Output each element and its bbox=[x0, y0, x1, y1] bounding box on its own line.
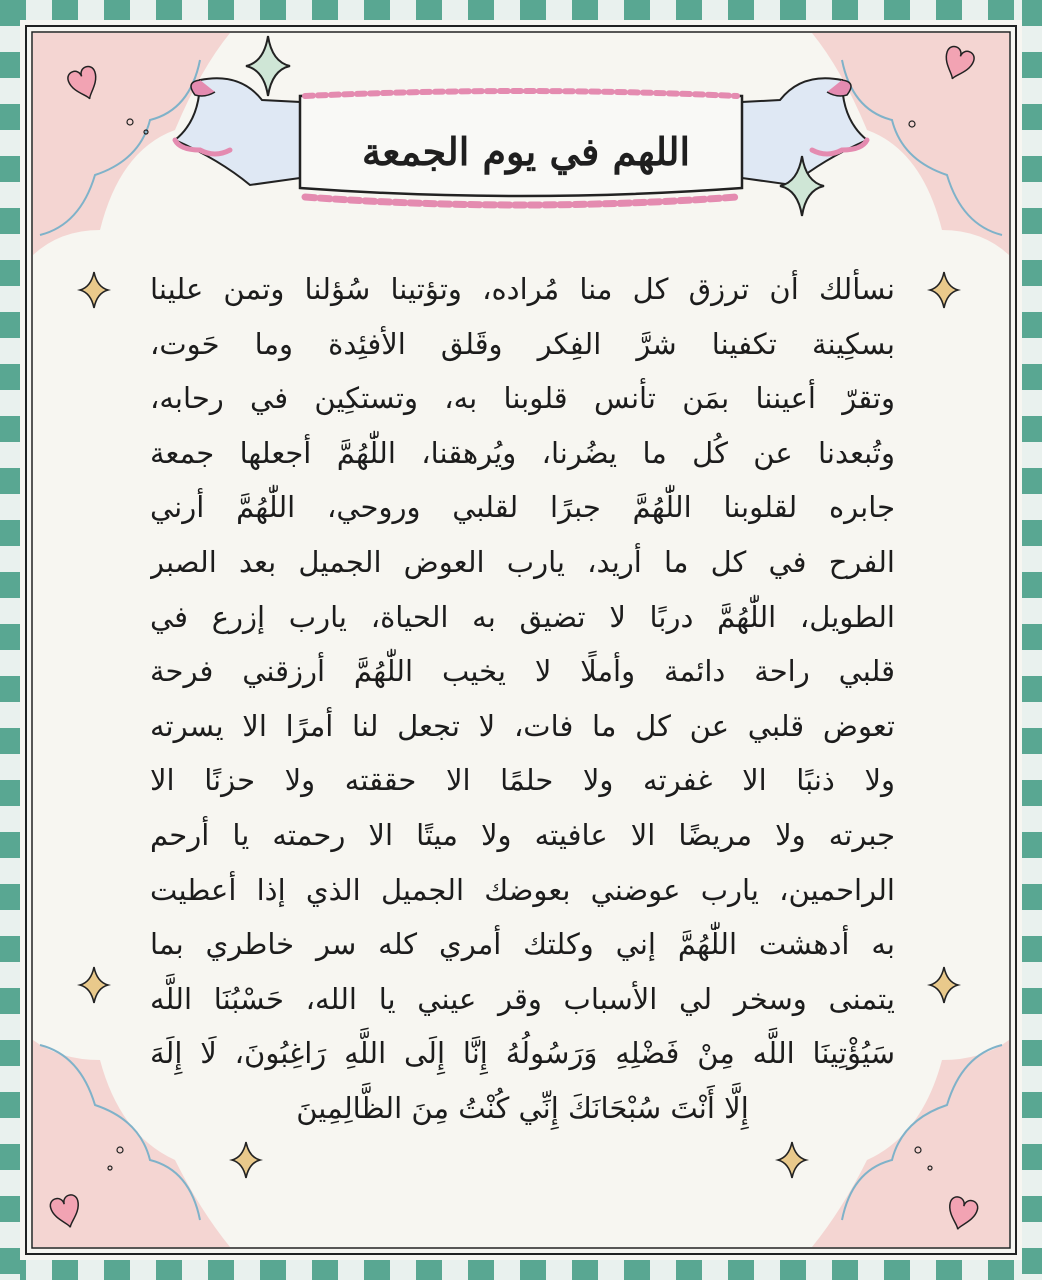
dua-text bbox=[150, 262, 895, 1136]
dua-line: يتمنى وسخر لي الأسباب وقر عيني يا الله، حَسْبُنَا اللَّه bbox=[150, 981, 895, 1016]
dua-line: سَيُؤْتِينَا اللَّه مِنْ فَضْلِهِ وَرَسُولُهُ إِنَّا إِلَى اللَّهِ رَاغِبُونَ، لَا إِلَهَ bbox=[150, 1036, 895, 1071]
dua-line: به أدهشت اللّٰهُمَّ إني وكلتك أمري كله سر خاطري بما bbox=[150, 927, 895, 962]
border-bottom bbox=[0, 1260, 1042, 1280]
dua-line: ولا ذنبًا الا غفرته ولا حلمًا الا حققته ولا حزنًا الا bbox=[150, 763, 895, 798]
dua-line: وتقرّ أعيننا بمَن تأنس قلوبنا به، وتستكِين في رحابه، bbox=[150, 381, 895, 416]
dua-line: الفرح في كل ما أريد، يارب العوض الجميل بعد الصبر bbox=[150, 544, 895, 579]
dua-line: قلبي راحة دائمة وأملًا لا يخيب اللّٰهُمَّ أرزقني فرحة bbox=[150, 654, 895, 689]
dua-line: تعوض قلبي عن كل ما فات، لا تجعل لنا أمرًا الا يسرته bbox=[150, 708, 895, 743]
border-top bbox=[0, 0, 1042, 20]
dua-line: إِلَّا أَنْتَ سُبْحَانَكَ إِنِّي كُنْتُ مِنَ الظَّالِمِينَ bbox=[296, 1090, 749, 1125]
dua-line: بسكِينة تكفينا شرَّ الفِكر وقَلق الأفئِدة وما حَوت، bbox=[150, 326, 895, 361]
border-left bbox=[0, 0, 20, 1280]
border-right bbox=[1022, 0, 1042, 1280]
dua-line: جبرته ولا مريضًا الا عافيته ولا ميتًا الا رحمته يا أرحم bbox=[150, 817, 895, 852]
card-title: اللهم في يوم الجمعة bbox=[361, 128, 691, 174]
dua-line: نسألك أن ترزق كل منا مُراده، وتؤتينا سُؤلنا وتمن علينا bbox=[150, 272, 895, 306]
dua-line: الطويل، اللّٰهُمَّ دربًا لا تضيق به الحياة، يارب إزرع في bbox=[150, 599, 895, 634]
dua-line: الراحمين، يارب عوضني بعوضك الجميل الذي إذا أعطيت bbox=[150, 872, 895, 907]
dua-line: جابره لقلوبنا اللّٰهُمَّ جبرًا لقلبي وروحي، اللّٰهُمَّ أرني bbox=[150, 490, 895, 525]
dua-line: وتُبعدنا عن كُل ما يضُرنا، ويُرهقنا، اللّٰهُمَّ أجعلها جمعة bbox=[150, 435, 895, 470]
